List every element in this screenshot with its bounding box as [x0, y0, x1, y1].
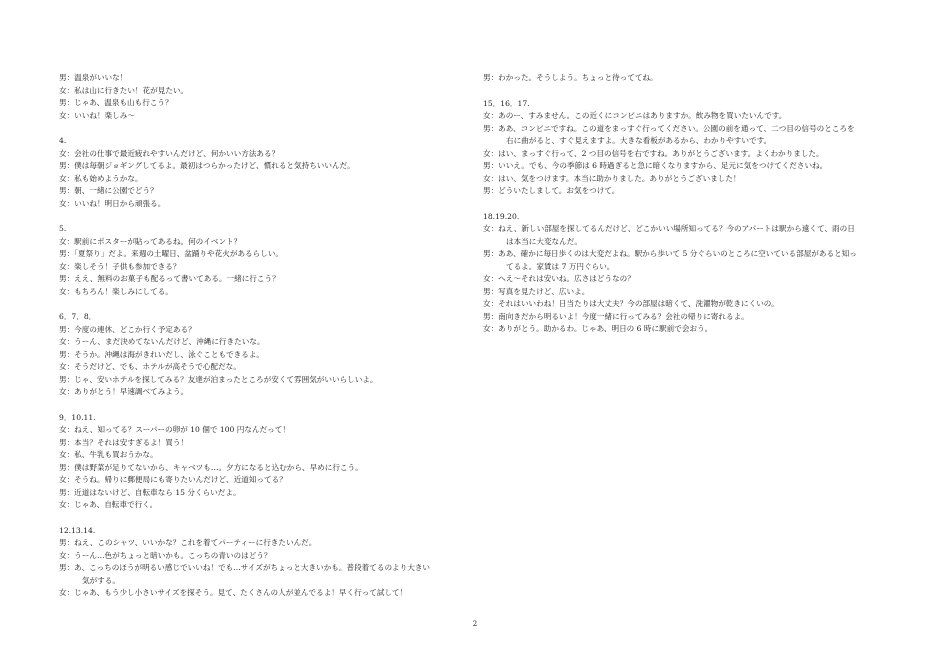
- dialogue-line-continuation: は本当に大変なんだ。: [506, 236, 582, 246]
- dialogue-line: 女：へえ～それは安いね。広さはどうなの？: [483, 274, 635, 283]
- dialogue-line: 男：ああ、確かに毎日歩くのは大変だよね。駅から歩いて 5 分ぐらいのところに空いている部屋があると知っ: [483, 249, 857, 258]
- dialogue-line: 男：そうか。沖縄は海がきれいだし、泳ぐこともできるよ。: [59, 349, 265, 359]
- dialogue-line: 女：会社の仕事で最近疲れやすいんだけど、何かいい方法ある？: [59, 148, 280, 158]
- dialogue-line: 女：ねえ、新しい部屋を探してるんだけど、どこかいい場所知ってる？今のアパートは駅から遠くて、雨の日: [483, 224, 855, 233]
- dialogue-line: 男：僕は野菜が足りてないから、キャベツも…。夕方になると込むから、早めに行こう。: [59, 462, 363, 472]
- dialogue-line: 女：駅前にポスターが貼ってあるね。何のイベント？: [59, 236, 242, 246]
- dialogue-line: 男：じゃあ、温泉も山も行こう？: [59, 98, 173, 107]
- dialogue-line: 男：南向きだから明るいよ！今度一緒に行ってみる？会社の帰りに寄れるよ。: [483, 311, 749, 321]
- dialogue-line: 男：あ、こっちのほうが明るい感じでいいね！でも…サイズがちょっと大きいかも。普段着てるのより大きい: [59, 563, 431, 572]
- dialogue-line: 女：もちろん！楽しみにしてる。: [59, 286, 173, 296]
- question-number: 6．7．8．: [59, 312, 97, 321]
- dialogue-line: 男：いいえ。でも、今の季節は 6 時過ぎると急に暗くなりますから、足元に気をつけてくださいね。: [483, 161, 828, 170]
- dialogue-line: 女：ありがとう。助かるわ。じゃあ、明日の 6 時に駅前で会おう。: [483, 324, 713, 333]
- dialogue-block: [59, 223, 474, 298]
- dialogue-block: [59, 135, 474, 210]
- dialogue-line: 女：はい、まっすぐ行って、2 つ目の信号を右ですね。ありがとうございます。よくわかりました。: [483, 148, 824, 158]
- dialogue-line: 女：うーん、まだ決めてないんだけど、沖縄に行きたいな。: [59, 337, 265, 346]
- dialogue-line-continuation: てるよ。家賃は 7 万円ぐらい。: [506, 261, 615, 271]
- dialogue-line: 男：本当？それは安すぎるよ！買う！: [59, 437, 189, 447]
- dialogue-line-continuation: 右に曲がると、すぐ見えますよ。大きな看板があるから、わかりやすいです。: [506, 136, 772, 145]
- dialogue-block: [59, 412, 474, 512]
- dialogue-block: [59, 72, 474, 122]
- dialogue-block: [483, 98, 908, 198]
- dialogue-line: 女：いいね！明日から頑張る。: [59, 198, 166, 208]
- dialogue-block: [483, 211, 908, 336]
- dialogue-line: 男：ああ、コンビニですね。この道をまっすぐ行ってください。公園の前を通って、二つ目の信号のところを: [483, 123, 855, 133]
- dialogue-line: 女：私は山に行きたい！花が見たい。: [59, 85, 189, 95]
- dialogue-line: 女：じゃあ、自転車で行く。: [59, 500, 158, 509]
- dialogue-line: 男：近道はないけど、自転車なら 15 分くらいだよ。: [59, 487, 241, 497]
- dialogue-block: [59, 525, 474, 600]
- dialogue-line: 男：わかった。そうしよう。ちょっと待っててね。: [483, 73, 658, 82]
- dialogue-line: 男：温泉がいいな！: [59, 73, 128, 82]
- dialogue-line: 女：じゃあ、もう少し小さいサイズを探そう。見て、たくさんの人が並んでるよ！早く行って試して！: [59, 588, 408, 597]
- dialogue-line: 男：「夏祭り」だよ。来週の土曜日、盆踊りや花火があるらしい。: [59, 249, 284, 258]
- dialogue-block: [483, 72, 908, 85]
- dialogue-line: 女：ねえ、知ってる？スーパーの卵が 10 個で 100 円なんだって！: [59, 425, 290, 434]
- question-number: 4.: [59, 136, 67, 145]
- question-number: 15．16．17.: [483, 98, 530, 108]
- question-number: 5.: [59, 224, 67, 233]
- question-number: 12.13.14.: [59, 525, 96, 535]
- dialogue-line: 男：じゃ、安いホテルを探してみる？友達が泊まったところが安くて雰囲気がいいらしいよ。: [59, 374, 378, 384]
- page-number: 2: [472, 620, 478, 628]
- dialogue-line: 男：今度の連休、どこか行く予定ある？: [59, 324, 196, 334]
- right-column: [483, 72, 908, 349]
- dialogue-line: 男：写真を見たけど、広いよ。: [483, 286, 590, 296]
- dialogue-line: 男：どういたしまして。お気をつけて。: [483, 186, 620, 195]
- dialogue-line: 男：朝、一緒に公園でどう？: [59, 186, 158, 195]
- dialogue-line-continuation: 気がする。: [82, 575, 120, 585]
- dialogue-line: 女：うーん…色がちょっと暗いかも。こっちの青いのはどう？: [59, 550, 272, 560]
- dialogue-line: 女：そうね。帰りに郵便局にも寄りたいんだけど、近道知ってる？: [59, 475, 287, 484]
- question-number: 9．10.11.: [59, 412, 96, 422]
- dialogue-line: 女：私、牛乳も買おうかな。: [59, 450, 158, 459]
- left-column: [59, 72, 474, 613]
- question-number: 18.19.20.: [483, 211, 520, 221]
- dialogue-line: 女：そうだけど、でも、ホテルが高そうで心配だな。: [59, 362, 241, 371]
- dialogue-line: 男：ねえ、このシャツ、いいかな？これを着てパーティーに行きたいんだ。: [59, 538, 317, 547]
- dialogue-block: [59, 311, 474, 399]
- dialogue-line: 男：ええ、無料のお菓子も配るって書いてある。一緒に行こう？: [59, 274, 280, 283]
- dialogue-line: 女：それはいいわね！日当たりは大丈夫？今の部屋は暗くて、洗濯物が乾きにくいの。: [483, 299, 779, 308]
- dialogue-line: 女：楽しそう！子供も参加できる？: [59, 261, 181, 271]
- dialogue-line: 女：あのー、すみません。この近くにコンビニはありますか。飲み物を買いたいんです。: [483, 111, 787, 120]
- dialogue-line: 男：僕は毎朝ジョギングしてるよ。最初はつらかったけど、慣れると気持ちいいんだ。: [59, 161, 355, 170]
- dialogue-line: 女：ありがとう！早速調べてみよう。: [59, 387, 189, 396]
- dialogue-line: 女：私も始めようかな。: [59, 173, 143, 183]
- dialogue-line: 女：はい、気をつけます。本当に助かりました。ありがとうございました！: [483, 173, 741, 183]
- dialogue-line: 女：いいね！楽しみ～: [59, 110, 135, 120]
